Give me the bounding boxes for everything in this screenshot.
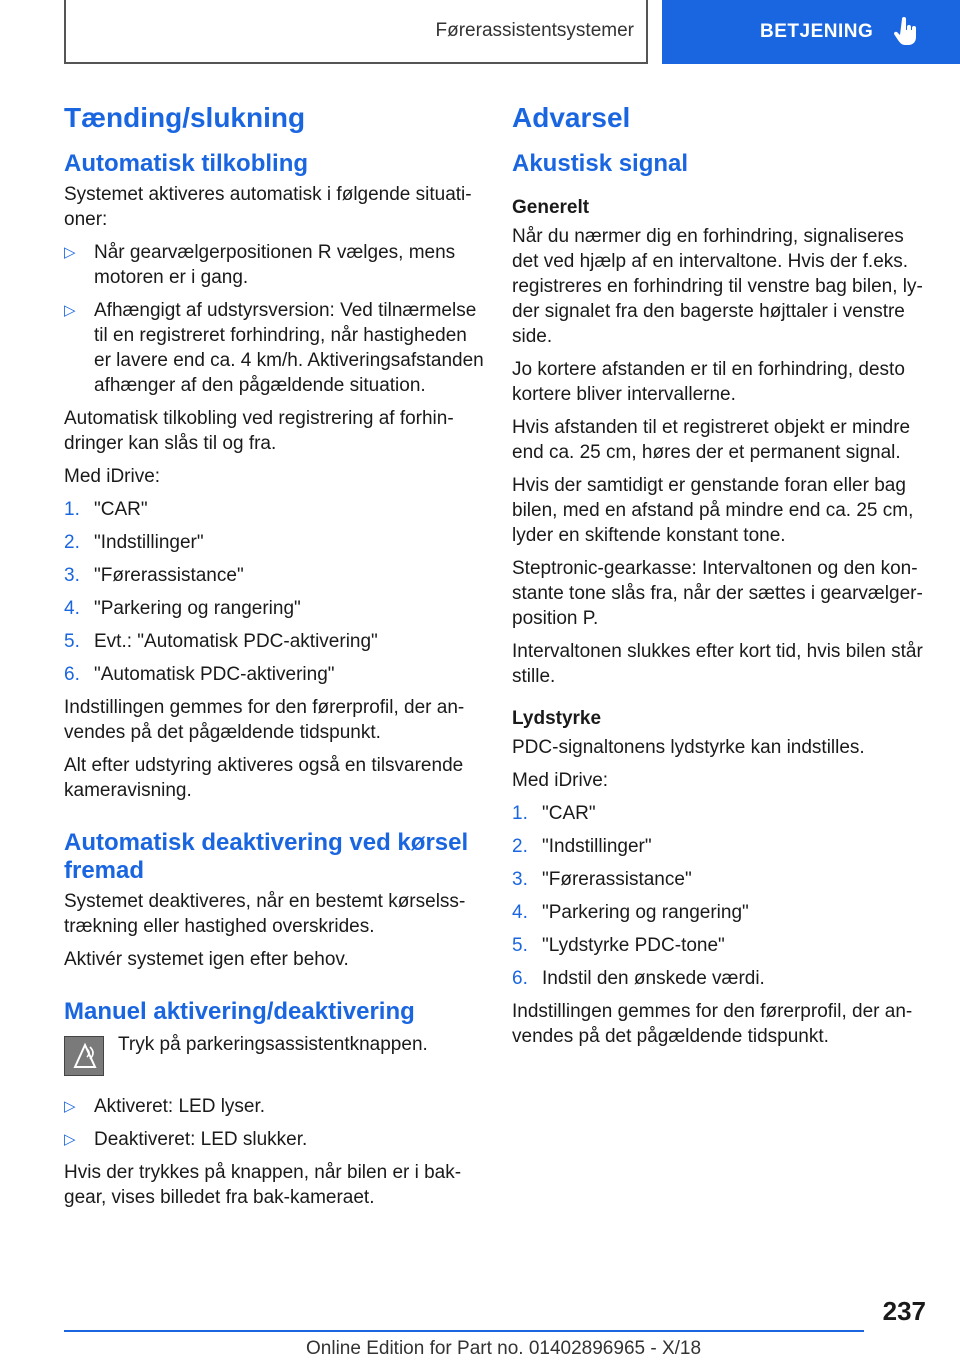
paragraph: Indstillingen gemmes for den førerprofil, der anvendes på det pågældende tidspunkt. bbox=[64, 697, 465, 743]
bullet-list bbox=[64, 240, 484, 398]
paragraph: Hvis der samtidigt er genstande foran eller bag bilen, med en afstand på mindre end ca. 25 cm, lyder en skiftende konstant tone. bbox=[512, 475, 914, 546]
paragraph: Jo kortere afstanden er til en forhindring, desto kortere bliver intervallerne. bbox=[512, 359, 905, 405]
subtitle-auto-deactivation: Automatisk deaktivering ved kørsel fremad bbox=[64, 829, 469, 884]
section-title-ignition: Tænding/slukning bbox=[64, 102, 306, 133]
paragraph: Når du nærmer dig en forhindring, signaliseres det ved hjælp af en intervaltone. Hvis der f.eks. registreres en forhindring til venstre bag bilen, lyder signalet fra den bagerste højttaler i venstre side. bbox=[512, 226, 923, 347]
icon-instruction bbox=[64, 1032, 484, 1076]
list-item: 3. "Førerassistance" bbox=[512, 869, 692, 890]
list-item: 3. "Førerassistance" bbox=[64, 565, 244, 586]
paragraph: Med iDrive: bbox=[512, 770, 609, 791]
paragraph: Indstillingen gemmes for den førerprofil, der anvendes på det pågældende tidspunkt. bbox=[512, 1001, 913, 1047]
list-item: ▷ Når gearvælgerpositionen R vælges, mens motoren er i gang. bbox=[64, 242, 456, 288]
triangle-bullet-icon: ▷ bbox=[64, 244, 76, 261]
step-list bbox=[512, 801, 932, 991]
right-column bbox=[512, 100, 932, 1057]
list-item: ▷ Deaktiveret: LED slukker. bbox=[64, 1129, 308, 1150]
heading-general: Generelt bbox=[512, 197, 590, 218]
list-item: 2. "Indstillinger" bbox=[64, 532, 204, 553]
list-item: 6. Indstil den ønskede værdi. bbox=[512, 968, 765, 989]
footer-divider bbox=[64, 1330, 864, 1332]
list-item: 5. "Lydstyrke PDC-tone" bbox=[512, 935, 725, 956]
list-item: 4. "Parkering og rangering" bbox=[64, 598, 301, 619]
subtitle-auto-activation: Automatisk tilkobling bbox=[64, 150, 309, 177]
paragraph: Intervaltonen slukkes efter kort tid, hvis bilen står stille. bbox=[512, 641, 923, 687]
triangle-bullet-icon: ▷ bbox=[64, 1131, 76, 1148]
paragraph: Hvis der trykkes på knappen, når bilen er i bakgear, vises billedet fra bak-kameraet. bbox=[64, 1162, 462, 1208]
paragraph: Tryk på parkeringsassistentknappen. bbox=[118, 1034, 428, 1055]
pointing-hand-icon bbox=[893, 17, 919, 47]
list-item: 4. "Parkering og rangering" bbox=[512, 902, 749, 923]
paragraph: Automatisk tilkobling ved registrering af forhindringer kan slås til og fra. bbox=[64, 408, 454, 454]
list-item: 1. "CAR" bbox=[512, 803, 596, 824]
paragraph: Systemet aktiveres automatisk i følgende situationer: bbox=[64, 184, 472, 230]
left-column bbox=[64, 100, 484, 1218]
subtitle-manual-activation: Manuel aktivering/deaktivering bbox=[64, 998, 415, 1025]
heading-volume: Lydstyrke bbox=[512, 708, 602, 729]
triangle-bullet-icon: ▷ bbox=[64, 1098, 76, 1115]
subtitle-acoustic-signal: Akustisk signal bbox=[512, 150, 689, 177]
list-item: 1. "CAR" bbox=[64, 499, 148, 520]
page-number: 237 bbox=[882, 1296, 926, 1326]
footer-edition: Online Edition for Part no. 01402896965 - X/18 bbox=[306, 1338, 702, 1359]
header-chapter-title: BETJENING bbox=[760, 21, 874, 42]
step-list bbox=[64, 497, 484, 687]
parking-assistant-button-icon bbox=[64, 1036, 104, 1076]
list-item: 5. Evt.: "Automatisk PDC-aktivering" bbox=[64, 631, 378, 652]
list-item: 6. "Automatisk PDC-aktivering" bbox=[64, 664, 335, 685]
section-title-warning: Advarsel bbox=[512, 102, 631, 133]
list-item: 2. "Indstillinger" bbox=[512, 836, 652, 857]
paragraph: Steptronic-gearkasse: Intervaltonen og den konstante tone slås fra, når der sættes i gearvælgerposition P. bbox=[512, 558, 923, 629]
paragraph: Med iDrive: bbox=[64, 466, 161, 487]
paragraph: Hvis afstanden til et registreret objekt er mindre end ca. 25 cm, høres der et permanent signal. bbox=[512, 417, 911, 463]
header-section-title: Førerassistentsystemer bbox=[435, 20, 634, 41]
paragraph: Alt efter udstyring aktiveres også en tilsvarende kameravisning. bbox=[64, 755, 464, 801]
list-item: ▷ Aktiveret: LED lyser. bbox=[64, 1096, 266, 1117]
header-chapter bbox=[662, 0, 960, 64]
list-item: ▷ Afhængigt af udstyrsversion: Ved tilnærmelse til en registreret forhindring, når hastigheden er lavere end ca. 4 km/h. Aktiveringsafstanden afhænger af den pågældende situation. bbox=[64, 300, 484, 396]
bullet-list bbox=[64, 1094, 484, 1152]
triangle-bullet-icon: ▷ bbox=[64, 302, 76, 319]
paragraph: Systemet deaktiveres, når en bestemt kørselsstrækning eller hastighed overskrides. bbox=[64, 891, 466, 937]
paragraph: PDC-signaltonens lydstyrke kan indstilles. bbox=[512, 737, 865, 758]
paragraph: Aktivér systemet igen efter behov. bbox=[64, 949, 349, 970]
header-section bbox=[64, 0, 648, 64]
